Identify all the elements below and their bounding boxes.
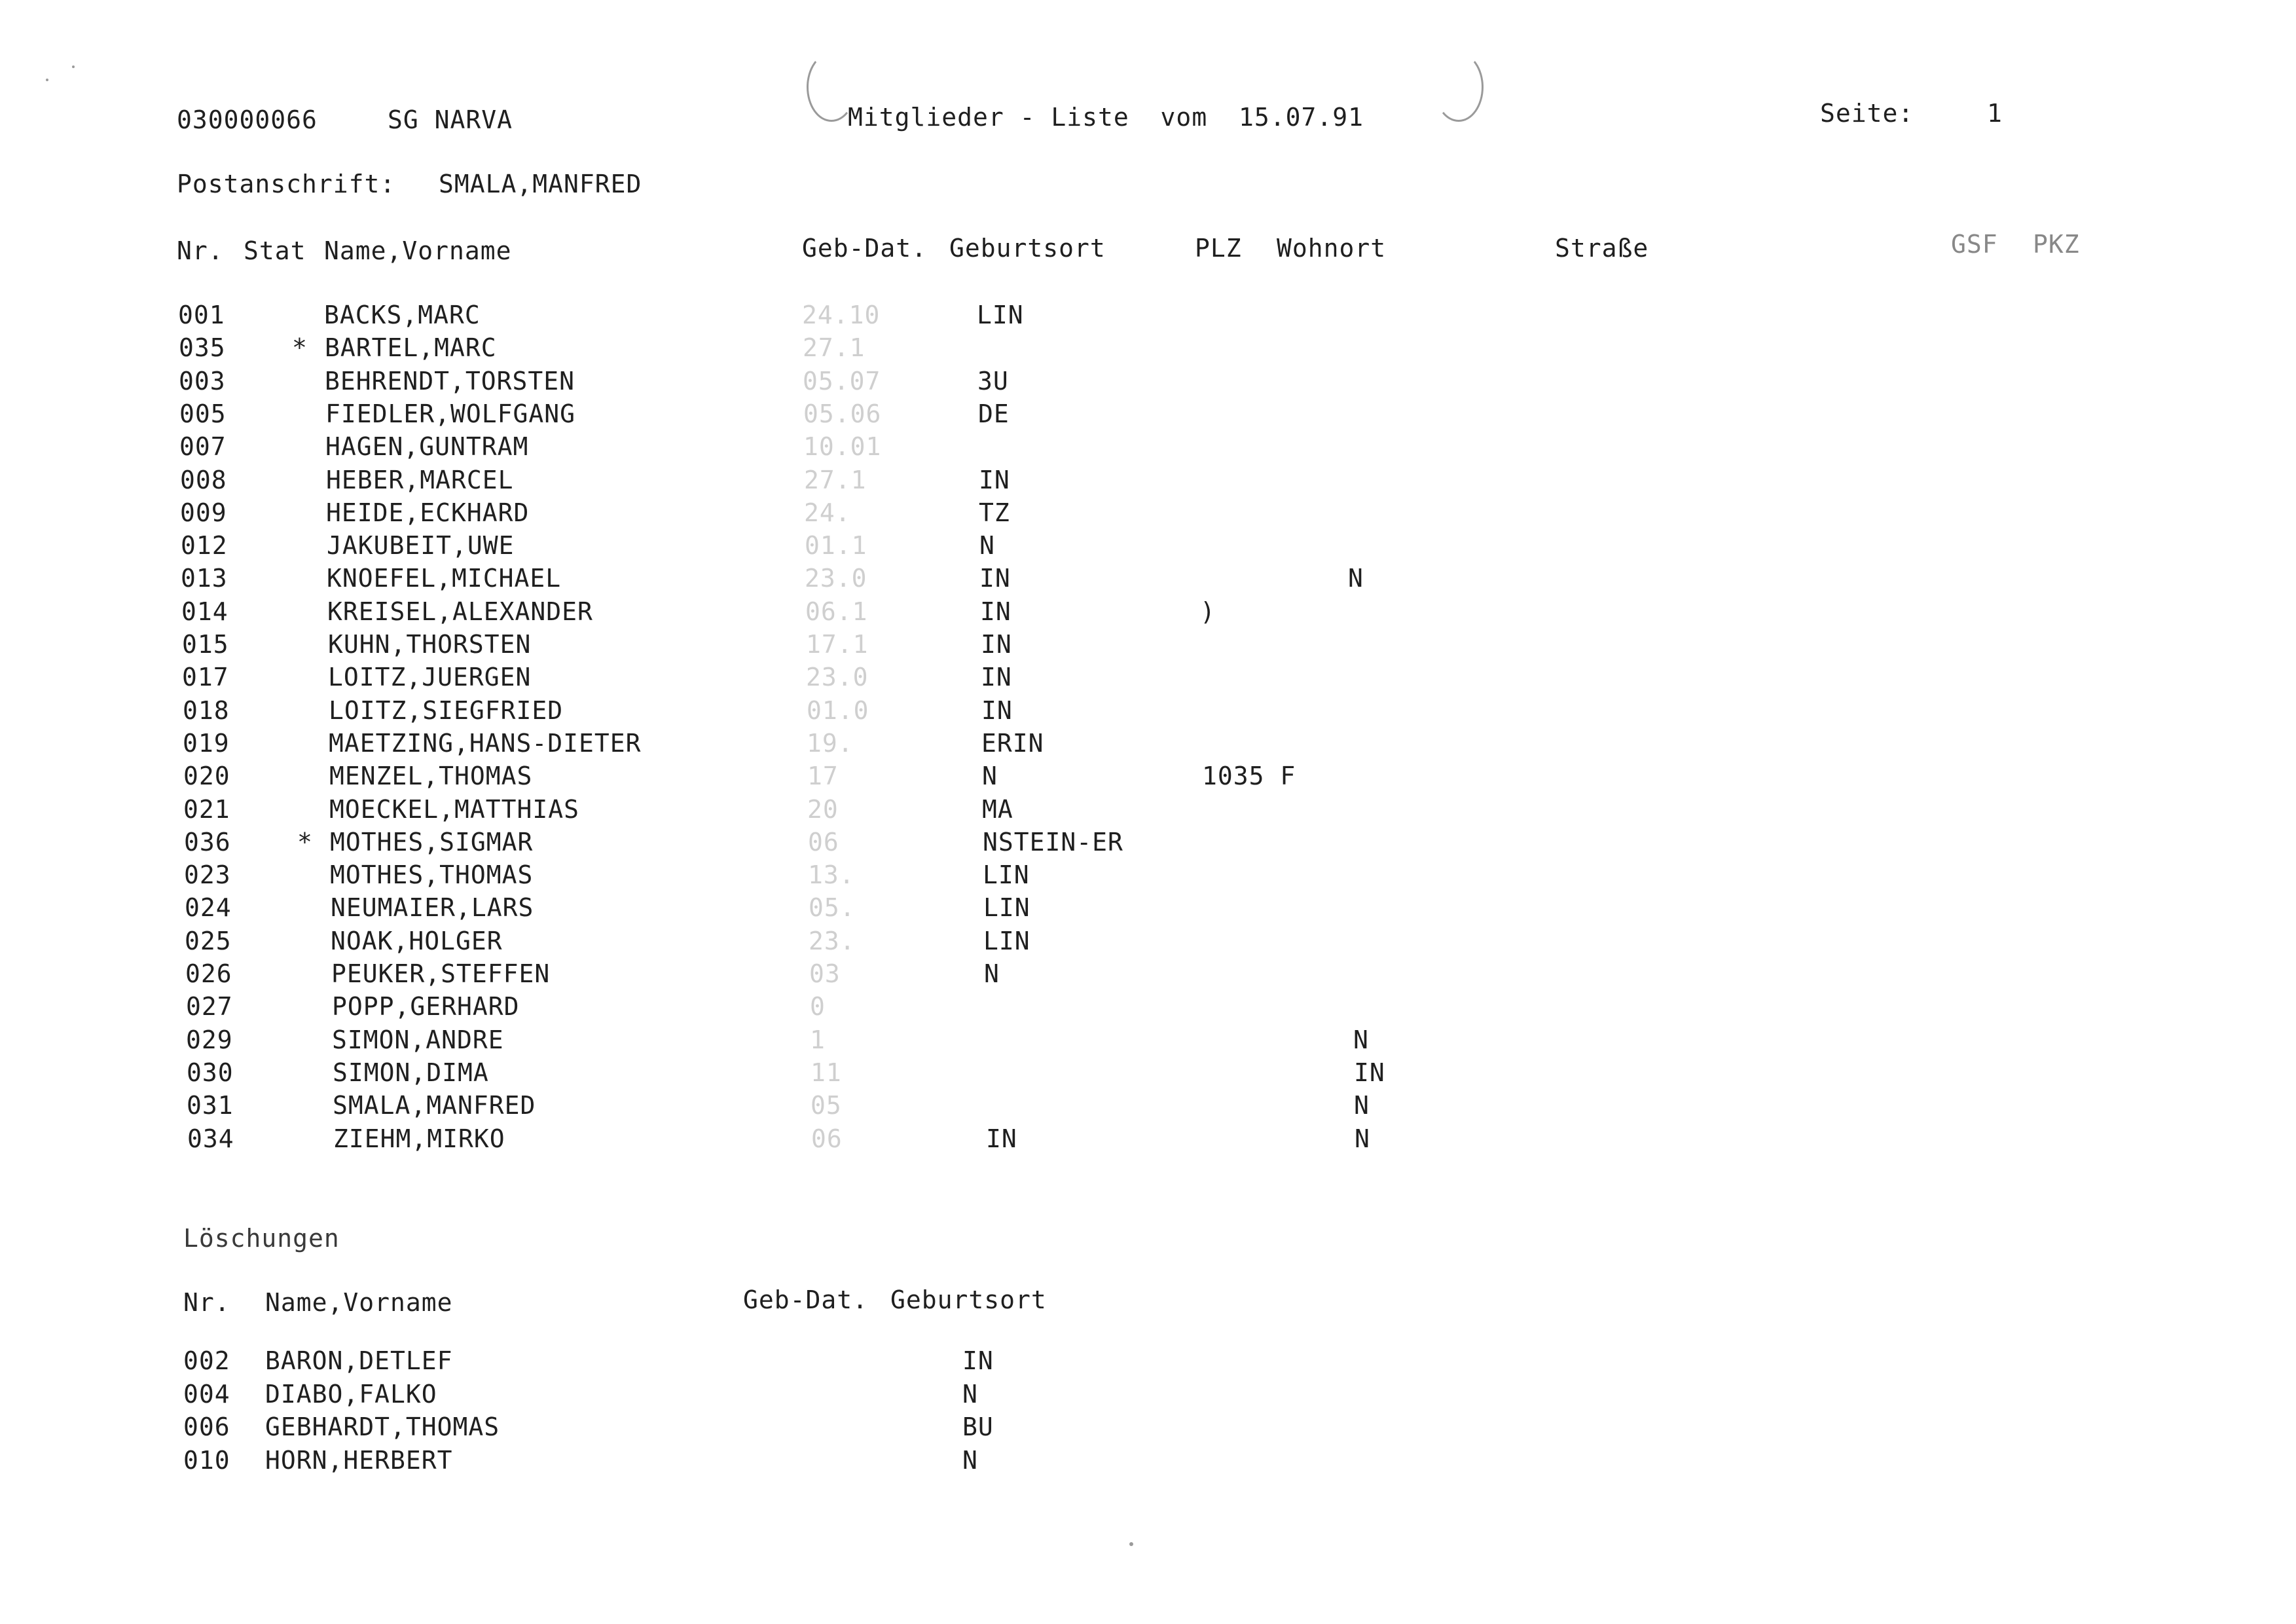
member-gebdat: 01.0: [807, 696, 869, 725]
col-nr: Nr.: [177, 236, 224, 265]
member-nr: 015: [182, 630, 229, 659]
member-nr: 005: [179, 399, 227, 428]
col-wohnort: Wohnort: [1277, 234, 1387, 263]
member-nr: 035: [179, 333, 226, 362]
member-name: MOTHES,THOMAS: [330, 860, 534, 889]
member-nr: 023: [184, 860, 231, 889]
member-name: MOECKEL,MATTHIAS: [329, 795, 580, 824]
del-col-name: Name,Vorname: [265, 1288, 453, 1317]
member-name: NOAK,HOLGER: [331, 927, 503, 955]
member-geburtsort: DE: [978, 399, 1010, 428]
member-gebdat: 24.: [804, 498, 851, 527]
member-plz: 1035 F: [1202, 762, 1296, 790]
member-nr: 030: [187, 1058, 234, 1087]
deletion-nr: 004: [183, 1380, 230, 1409]
member-nr: 012: [181, 531, 228, 560]
member-name: MOTHES,SIGMAR: [330, 828, 534, 857]
deletion-nr: 010: [183, 1446, 230, 1475]
member-nr: 036: [184, 828, 231, 857]
member-gebdat: 11: [811, 1058, 842, 1087]
club-name: SG NARVA: [388, 105, 513, 134]
member-geburtsort: TZ: [979, 498, 1010, 527]
member-nr: 026: [185, 959, 232, 988]
member-gebdat: 05.07: [803, 367, 881, 396]
member-name: LOITZ,SIEGFRIED: [329, 696, 564, 725]
member-name: MENZEL,THOMAS: [329, 762, 533, 790]
del-col-gebdat: Geb-Dat.: [743, 1285, 869, 1314]
member-wohnort: N: [1348, 564, 1364, 593]
member-name: PEUKER,STEFFEN: [331, 959, 551, 988]
member-name: LOITZ,JUERGEN: [328, 663, 532, 692]
member-wohnort: N: [1354, 1091, 1370, 1120]
deletions-title: Löschungen: [183, 1224, 340, 1253]
del-col-nr: Nr.: [183, 1288, 230, 1317]
member-gebdat: 23.0: [805, 564, 867, 593]
member-geburtsort: MA: [982, 795, 1013, 824]
member-nr: 021: [183, 795, 230, 824]
member-gebdat: 13.: [808, 860, 855, 889]
deletion-nr: 002: [183, 1346, 230, 1375]
deletion-name: DIABO,FALKO: [265, 1380, 437, 1409]
member-gebdat: 19.: [807, 729, 854, 758]
member-name: SMALA,MANFRED: [333, 1091, 536, 1120]
col-strasse: Straße: [1555, 234, 1649, 263]
member-nr: 027: [186, 992, 233, 1021]
member-nr: 024: [185, 893, 232, 922]
member-wohnort: IN: [1354, 1058, 1385, 1087]
deletion-name: HORN,HERBERT: [265, 1446, 453, 1475]
member-geburtsort: ERIN: [981, 729, 1044, 758]
member-geburtsort: IN: [980, 597, 1011, 626]
member-gebdat: 23.0: [806, 663, 869, 692]
club-id: 030000066: [177, 105, 318, 134]
member-gebdat: 06: [808, 828, 839, 857]
member-geburtsort: IN: [981, 696, 1013, 725]
member-name: BARTEL,MARC: [325, 333, 497, 362]
member-gebdat: 0: [810, 992, 826, 1021]
deletion-geburtsort: N: [962, 1380, 978, 1409]
member-nr: 025: [185, 927, 232, 955]
page-number: 1: [1987, 99, 2003, 128]
postal-label: Postanschrift:: [177, 170, 396, 198]
member-geburtsort: LIN: [977, 301, 1024, 329]
member-name: KNOEFEL,MICHAEL: [327, 564, 562, 593]
member-gebdat: 17.1: [806, 630, 869, 659]
member-geburtsort: IN: [981, 663, 1012, 692]
member-nr: 031: [187, 1091, 234, 1120]
member-nr: 017: [182, 663, 229, 692]
member-name: FIEDLER,WOLFGANG: [325, 399, 576, 428]
member-name: SIMON,DIMA: [333, 1058, 489, 1087]
member-nr: 019: [183, 729, 230, 758]
member-gebdat: 27.1: [803, 333, 866, 362]
deletion-geburtsort: BU: [962, 1412, 994, 1441]
member-name: POPP,GERHARD: [332, 992, 520, 1021]
member-name: ZIEHM,MIRKO: [333, 1124, 505, 1153]
col-gebdat: Geb-Dat.: [802, 234, 928, 263]
deletion-geburtsort: IN: [962, 1346, 994, 1375]
member-geburtsort: N: [984, 959, 1000, 988]
postal-value: SMALA,MANFRED: [439, 170, 642, 198]
member-name: SIMON,ANDRE: [332, 1025, 504, 1054]
col-gsf: GSF: [1951, 230, 1998, 259]
col-name: Name,Vorname: [324, 236, 512, 265]
member-nr: 008: [180, 466, 227, 494]
member-geburtsort: LIN: [983, 860, 1030, 889]
punch-hole-right: [1434, 52, 1484, 122]
member-gebdat: 05.06: [803, 399, 882, 428]
member-geburtsort: IN: [979, 466, 1010, 494]
member-gebdat: 03: [809, 959, 841, 988]
member-nr: 020: [183, 762, 230, 790]
member-nr: 014: [181, 597, 228, 626]
member-nr: 001: [178, 301, 225, 329]
document-title: Mitglieder - Liste vom 15.07.91: [848, 103, 1364, 132]
member-nr: 034: [187, 1124, 234, 1153]
member-geburtsort: 3U: [977, 367, 1009, 396]
deletion-geburtsort: N: [962, 1446, 978, 1475]
member-name: KREISEL,ALEXANDER: [327, 597, 593, 626]
member-gebdat: 27.1: [804, 466, 867, 494]
member-gebdat: 06: [811, 1124, 843, 1153]
member-gebdat: 06.1: [805, 597, 868, 626]
member-plz: ): [1200, 597, 1216, 626]
member-gebdat: 23.: [809, 927, 856, 955]
member-geburtsort: N: [979, 531, 995, 560]
scan-speck: [1129, 1542, 1133, 1546]
member-wohnort: N: [1355, 1124, 1370, 1153]
member-name: NEUMAIER,LARS: [331, 893, 534, 922]
member-stat: *: [292, 333, 308, 362]
member-name: BACKS,MARC: [324, 301, 481, 329]
member-geburtsort: LIN: [983, 893, 1030, 922]
member-gebdat: 05: [811, 1091, 842, 1120]
member-gebdat: 20: [807, 795, 839, 824]
member-geburtsort: NSTEIN-ER: [983, 828, 1123, 857]
member-name: HEBER,MARCEL: [326, 466, 514, 494]
member-gebdat: 05.: [809, 893, 856, 922]
member-gebdat: 17: [807, 762, 839, 790]
member-nr: 003: [179, 367, 226, 396]
member-stat: *: [297, 828, 313, 857]
member-nr: 007: [179, 432, 227, 461]
member-nr: 029: [186, 1025, 233, 1054]
col-stat: Stat: [244, 236, 306, 265]
deletion-nr: 006: [183, 1412, 230, 1441]
member-geburtsort: IN: [981, 630, 1012, 659]
member-wohnort: N: [1353, 1025, 1369, 1054]
member-geburtsort: IN: [979, 564, 1011, 593]
member-name: BEHRENDT,TORSTEN: [325, 367, 575, 396]
member-geburtsort: N: [982, 762, 998, 790]
member-name: KUHN,THORSTEN: [328, 630, 532, 659]
member-geburtsort: LIN: [983, 927, 1030, 955]
page-label: Seite:: [1820, 99, 1914, 128]
member-nr: 018: [183, 696, 230, 725]
member-nr: 009: [180, 498, 227, 527]
member-gebdat: 24.10: [802, 301, 881, 329]
scan-speck: [72, 65, 75, 68]
deletion-name: GEBHARDT,THOMAS: [265, 1412, 500, 1441]
col-pkz: PKZ: [2033, 230, 2080, 259]
member-geburtsort: IN: [986, 1124, 1017, 1153]
col-geburtsort: Geburtsort: [949, 234, 1106, 263]
member-name: JAKUBEIT,UWE: [327, 531, 515, 560]
member-name: HEIDE,ECKHARD: [326, 498, 530, 527]
member-gebdat: 10.01: [803, 432, 882, 461]
member-nr: 013: [181, 564, 228, 593]
member-name: MAETZING,HANS-DIETER: [329, 729, 642, 758]
col-plz: PLZ: [1195, 234, 1242, 263]
deletion-name: BARON,DETLEF: [265, 1346, 453, 1375]
del-col-geburtsort: Geburtsort: [890, 1285, 1047, 1314]
member-name: HAGEN,GUNTRAM: [325, 432, 529, 461]
member-gebdat: 1: [810, 1025, 826, 1054]
scan-speck: [46, 79, 48, 81]
member-gebdat: 01.1: [805, 531, 867, 560]
